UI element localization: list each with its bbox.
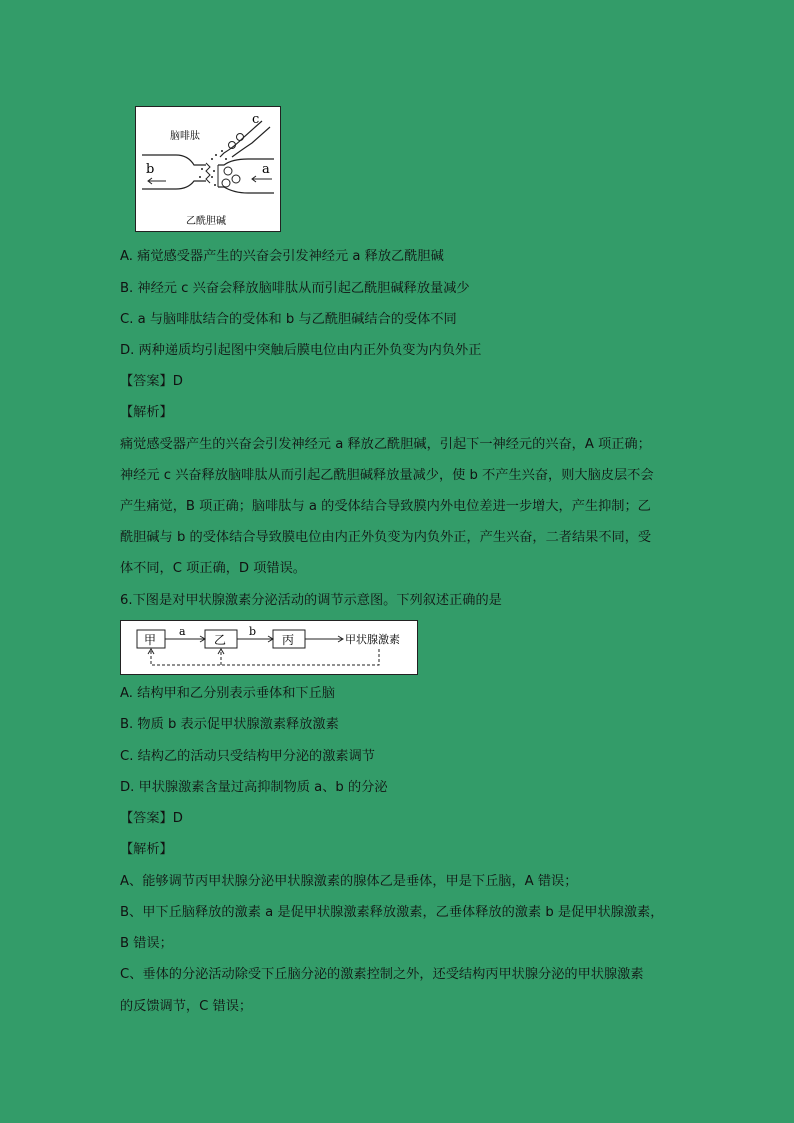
q5-analysis-title: 【解析】 — [120, 405, 173, 420]
q6-option-d: D. 甲状腺激素含量过高抑制物质 a、b 的分泌 — [120, 780, 388, 795]
q6-option-a: A. 结构甲和乙分别表示垂体和下丘脑 — [120, 686, 335, 701]
vesicle — [237, 134, 244, 141]
box-yi-label: 乙 — [214, 633, 227, 647]
target-label: 甲状腺激素 — [345, 633, 400, 646]
q6-analysis-line: C、垂体的分泌活动除受下丘脑分泌的激素控制之外，还受结构丙甲状腺分泌的甲状腺激素 — [120, 967, 644, 982]
vesicle — [224, 167, 232, 175]
q6-analysis-line: A、能够调节丙甲状腺分泌甲状腺激素的腺体乙是垂体，甲是下丘脑，A 错误； — [120, 874, 578, 889]
label-acetylcholine: 乙酰胆碱 — [186, 216, 226, 227]
arrow-b-label: b — [249, 625, 257, 638]
label-a: a — [262, 162, 270, 177]
q6-option-c: C. 结构乙的活动只受结构甲分泌的激素调节 — [120, 749, 375, 764]
q6-analysis-line: B、甲下丘脑释放的激素 a 是促甲状腺激素释放激素，乙垂体释放的激素 b 是促甲状腺激素， — [120, 905, 664, 920]
q5-analysis-line: 痛觉感受器产生的兴奋会引发神经元 a 释放乙酰胆碱，引起下一神经元的兴奋，A 项正确； — [120, 437, 651, 452]
q6-stem: 6.下图是对甲状腺激素分泌活动的调节示意图。下列叙述正确的是 — [120, 593, 502, 608]
q5-option-d: D. 两种递质均引起图中突触后膜电位由内正外负变为内负外正 — [120, 343, 482, 358]
q5-option-a: A. 痛觉感受器产生的兴奋会引发神经元 a 释放乙酰胆碱 — [120, 249, 444, 264]
box-jia-label: 甲 — [144, 633, 157, 647]
arrow-left-icon — [148, 178, 166, 184]
vesicle — [222, 179, 230, 187]
q6-analysis-line: B 错误； — [120, 936, 173, 951]
neuron-b-lower-edge — [142, 181, 206, 189]
box-bing-label: 丙 — [282, 633, 295, 647]
thyroid-regulation-diagram — [121, 621, 417, 674]
q6-analysis-title: 【解析】 — [120, 842, 173, 857]
label-c: c — [252, 112, 260, 127]
q5-option-c: C. a 与脑啡肽结合的受体和 b 与乙酰胆碱结合的受体不同 — [120, 312, 457, 327]
synapse-figure — [135, 106, 281, 232]
q6-answer: 【答案】D — [120, 811, 183, 826]
q5-analysis-line: 体不同，C 项正确，D 项错误。 — [120, 561, 306, 576]
q5-analysis-line: 神经元 c 兴奋释放脑啡肽从而引起乙酰胆碱释放量减少，使 b 不产生兴奋，则大脑皮层不会 — [120, 468, 654, 483]
vesicle — [232, 175, 240, 183]
q5-analysis-line: 酰胆碱与 b 的受体结合导致膜电位由内正外负变为内负外正，产生兴奋，二者结果不同，受 — [120, 530, 652, 545]
q5-option-b: B. 神经元 c 兴奋会释放脑啡肽从而引起乙酰胆碱释放量减少 — [120, 281, 470, 296]
label-b: b — [146, 162, 155, 177]
feedback-dashed-line — [151, 649, 379, 665]
q6-option-b: B. 物质 b 表示促甲状腺激素释放激素 — [120, 717, 339, 732]
neuron-a-lower-edge — [218, 187, 274, 193]
arrow-a-label: a — [179, 625, 186, 638]
receptor-zigzag — [206, 163, 210, 183]
q5-answer: 【答案】D — [120, 374, 183, 389]
label-enkephalin: 脑啡肽 — [170, 131, 200, 142]
q5-analysis-line: 产生痛觉，B 项正确；脑啡肽与 a 的受体结合导致膜内外电位差进一步增大，产生抑制；乙 — [120, 499, 651, 514]
thyroid-regulation-figure — [120, 620, 418, 675]
q6-analysis-line: 的反馈调节，C 错误； — [120, 999, 253, 1014]
arrow-target-icon — [305, 636, 343, 642]
synapse-diagram — [136, 107, 280, 231]
